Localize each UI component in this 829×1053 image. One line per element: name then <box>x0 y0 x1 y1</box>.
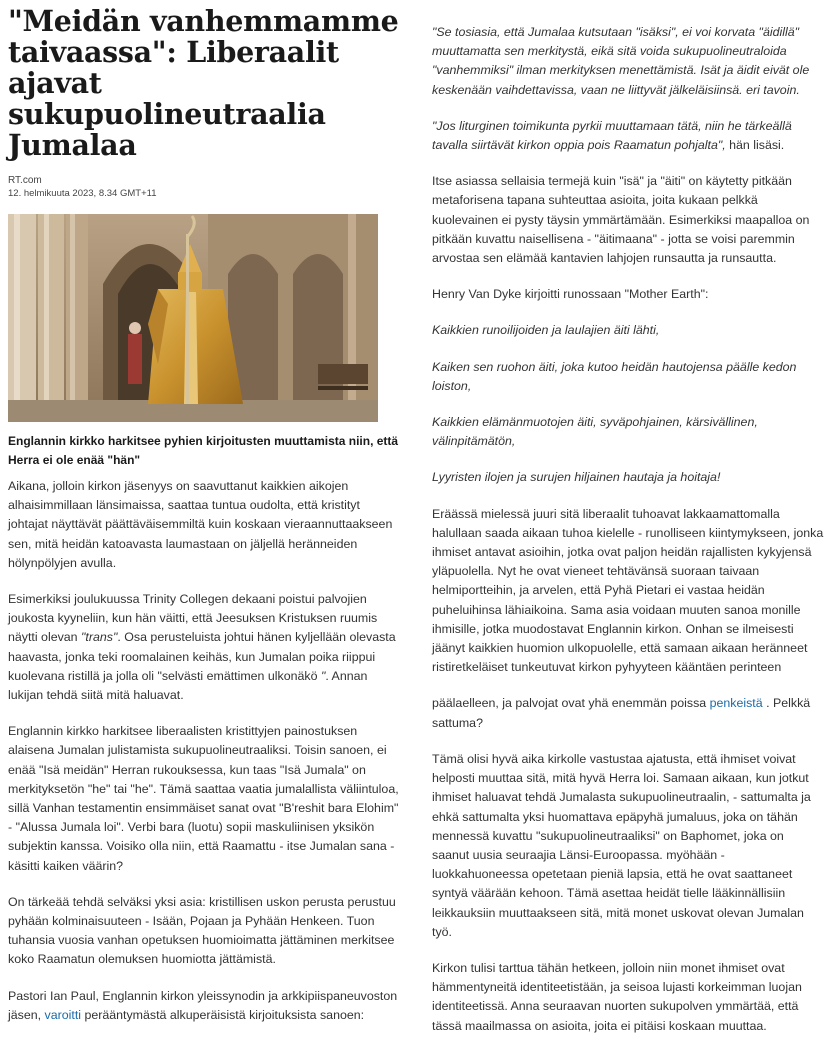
paragraph-11: Kirkon tulisi tarttua tähän hetkeen, jolloin niin monet ihmiset ovat hämmentyneitä identiteetistään, ja seisoa lujasti korkeimman luojan identiteetissä. Anna seuraavan nuorten sukupolven ymmärtää, että tässä maailmassa on asioita, joita ei pitäisi koskaan muuttaa. <box>432 960 802 1033</box>
poem-line-2: Kaiken sen ruohon äiti, joka kutoo heidän hautojensa päälle kedon loiston, <box>432 359 797 393</box>
paragraph-3: Englannin kirkko harkitsee liberaalisten kristittyjen painostuksen alaisena Jumalan julistamista sukupuolineutraaliksi. Toisin sanoen, ei enää "Isä meidän" Herran rukouksessa, kun taas "Isä Jumala" on merkityksetön "he" tai "he". Tämä saattaa vaatia jumalallista väliintuloa, sillä Vanhan testamentin ensimmäiset sanat ovat "B'reshit bara Elohim" - "Alussa Jumala loi". Verbi bara (luotu) sopii maskuliinisen yksikön subjektin kanssa. Voisiko olla niin, että Raamattu - itse Jumalan sana - käsitti kaiken väärin? <box>8 724 399 873</box>
paragraph-5-text-b: perääntymästä alkuperäisistä kirjoituksista sanoen: <box>81 1007 365 1022</box>
article-date: 12. helmikuuta 2023, 8.34 GMT+11 <box>8 188 157 199</box>
paragraph-2-text-a: Esimerkiksi joulukuussa Trinity Collegen dekaani poistui palvojien joukosta kyyneliin, kun hän väitti, että Jeesuksen Kristuksen ruumis näytti olevan <box>8 592 378 645</box>
pews-link[interactable]: penkeistä <box>709 696 763 711</box>
paragraph-9-text-a: päälaelleen, ja palvojat ovat yhä enemmän poissa <box>432 696 710 711</box>
paragraph-2-text-b: . Osa perusteluista johtui hänen kyljellään olevasta haavasta, jonka teki roomalainen keihäs, kun Jumalan poika riippui kuolevana ristillä ja jolla oli "selvästi emättimen ulkonäkö <box>8 630 396 683</box>
paragraph-5-text-a: Pastori Ian Paul, Englannin kirkon yleissynodin ja arkkipiispaneuvoston jäsen, <box>8 988 398 1022</box>
quote-2-tail: hän lisäsi. <box>725 138 785 153</box>
paragraph-9-text-b: . Pelkkä sattuma? <box>432 696 811 730</box>
paragraph-4: On tärkeää tehdä selväksi yksi asia: kristillisen uskon perusta perustuu pyhään kolminaisuuteen - Isään, Pojaan ja Pyhään Henkeen. Tuon tuhansia vuosia vanhan opetuksen huomioimatta jättäminen merkitsee koko Raamatun olemuksen huomiotta jättämistä. <box>8 894 396 967</box>
paragraph-2-emphasis: "trans" <box>81 630 118 645</box>
warned-link[interactable]: varoitti <box>44 1007 82 1022</box>
poem-line-4: Lyyristen ilojen ja surujen hiljainen hautaja ja hoitaja! <box>432 470 721 485</box>
paragraph-6: Itse asiassa sellaisia termejä kuin "isä" ja "äiti" on käytetty pitkään metaforisena tapana suhteuttaa asioita, joita kukaan pelkkä kuolevainen ei pysty täysin ymmärtämään. Esimerkiksi maapalloa on pitkään kuvattu naisellisena - "äitimaana" - jotta se voisi paremmin arvostaa sen elämää kantavien lahjojen runsautta ja runsautta. <box>432 174 810 266</box>
left-column <box>8 0 400 1042</box>
cathedral-bishop-image <box>8 214 378 422</box>
quote-1: "Se tosiasia, että Jumalaa kutsutaan "isäksi", ei voi korvata "äidillä" muuttamatta sen merkitystä, eikä sitä voida sukupuolineutraloida "vanhemmiksi" ilman merkityksen menettämistä. Isät ja äidit eivät ole keskenään vaihdettavissa, vaan ne liittyvät jälkeläisiinsä. eri tavoin. <box>432 25 810 97</box>
poem-line-3: Kaikkien elämänmuotojen äiti, syväpohjainen, kärsivällinen, välinpitämätön, <box>432 415 758 449</box>
paragraph-2-text-c: . Annan lukijan tehdä siitä mitä haluavat. <box>8 668 368 703</box>
article-source: RT.com <box>8 175 42 186</box>
paragraph-5 <box>8 987 400 1025</box>
paragraph-10: Tämä olisi hyvä aika kirkolle vastustaa ajatusta, että ihmiset voivat helposti muuttaa sitä, mitä hyvä Herra loi. Samaan aikaan, kun jotkut ihmiset haluavat tehdä Jumalasta sukupuolineutraalin, - sattumalta ja ehkä sattumalta yksi huomattava epäpyhä jumaluus, joka on tähän mennessä kuvattu "sukupuolineutraaliksi" on Baphomet, joka on saanut uusia seuraajia Länsi-Euroopassa. myöhään - luokkahuoneessa opetetaan pieniä lapsia, että he ovat saattaneet syntyä väärään kehoon. Tämä asettaa heidät tielle lääkinnällisiin leikkauksiin muuttaakseen sitä, mitä monet uskovat olevan Jumalan työ. <box>432 751 811 939</box>
quote-2 <box>432 117 824 155</box>
image-caption: Englannin kirkko harkitsee pyhien kirjoitusten muuttamista niin, että Herra ei ole enää "hän" <box>8 434 399 467</box>
article-photo <box>8 214 378 422</box>
paragraph-9 <box>432 694 824 732</box>
paragraph-7: Henry Van Dyke kirjoitti runossaan "Mother Earth": <box>432 287 709 302</box>
paragraph-1: Aikana, jolloin kirkon jäsenyys on saavuttanut kaikkien aikojen alhaisimmillaan länsimaissa, saattaa tuntua oudolta, että kristityt johtajat näyttävät päättäväisemmiltä kuin koskaan vieraannuttaakseen sen, mitä heidän katoavasta laumastaan on jäljellä heränneiden hölynpölyjen avulla. <box>8 479 393 570</box>
poem-line-1: Kaikkien runoilijoiden ja laulajien äiti lähti, <box>432 323 660 338</box>
paragraph-2 <box>8 590 400 705</box>
paragraph-8: Eräässä mielessä juuri sitä liberaalit tuhoavat lakkaamattomalla halullaan saada aikaan tuhoa kielelle - runolliseen kiintymykseen, jonka ihmiset antavat asioihin, jotka ovat paljon heidän rajallisten kykyjensä yläpuolella. Nyt he ovat vieneet tehtävänsä suoraan taivaan helmiportteihin, ja arvelen, että Pyhä Pietari ei vastaa heidän puheluihinsa lähiaikoina. Sama asia voidaan muuten sanoa monille ihmisille, jotka muodostavat Englannin kirkon. Onhan se ilmeisesti jäänyt kaikkien huomion ulkopuolelle, että samaan aikaan heränneet ristiretkeläiset tunkeutuvat kirkon pyhyyteen kääntäen perinteen <box>432 506 824 675</box>
quote-2-text: "Jos liturginen toimikunta pyrkii muuttamaan tätä, niin he tärkeällä tavalla siirtävät kirkon oppia pois Raamatun pohjalta", <box>432 118 792 153</box>
paragraph-2-emphasis-2: " <box>320 668 326 683</box>
article-title: "Meidän vanhemmamme taivaassa": Liberaalit ajavat sukupuolineutraalia Jumalaa <box>8 4 399 162</box>
right-column <box>432 0 824 1053</box>
